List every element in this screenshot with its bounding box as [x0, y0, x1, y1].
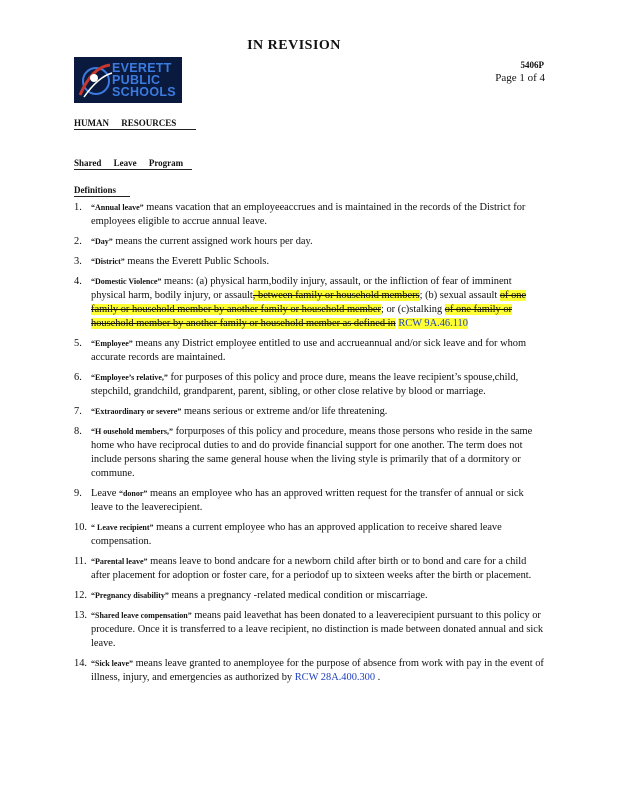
definition-text: means: (a) physical harm,bodily injury, assault, or the infliction of fear of imminent physical harm, bodily injury, or assault [91, 276, 512, 301]
definition-text: means a pregnancy -related medical condition or miscarriage. [168, 590, 428, 601]
defined-term: “Domestic Violence” [91, 277, 162, 286]
rcw-link[interactable]: RCW 9A.46.110 [398, 318, 468, 329]
item-number: 3. [74, 256, 82, 267]
definition-text: means serious or extreme and/or life threatening. [181, 406, 388, 417]
rcw-link[interactable]: RCW 28A.400.300 [294, 672, 376, 683]
deleted-text: of one family or household member by another family or household member [91, 290, 527, 315]
item-number: 8. [74, 426, 82, 437]
defined-term: “Pregnancy disability” [91, 591, 169, 600]
definition-text: means leave granted to anemployee for the purpose of absence from work with pay in the event of illness, injury, and emergencies as authorized by [91, 658, 544, 683]
revision-title: IN REVISION [247, 38, 341, 53]
item-number: 13. [74, 610, 87, 621]
item-number: 9. [74, 488, 82, 499]
logo-line-3: SCHOOLS [112, 85, 176, 99]
item-number: 11. [74, 556, 87, 567]
definition-text: means the current assigned work hours per day. [112, 236, 313, 247]
definition-text: ; (b) sexual assault [419, 290, 500, 301]
program-heading: Shared Leave Program [74, 158, 192, 170]
definition-text: means an employee who has an approved written request for the transfer of annual or sick leave to the leaverecipient. [91, 488, 524, 513]
defined-term: “Extraordinary or severe” [91, 407, 182, 416]
definition-item [74, 487, 544, 515]
logo-line-1: EVERETT [112, 61, 172, 75]
term-prefix: Leave [91, 488, 119, 499]
item-number: 4. [74, 276, 82, 287]
definition-item [74, 521, 544, 549]
definition-item [74, 589, 544, 603]
definition-item [74, 235, 544, 249]
item-number: 12. [74, 590, 87, 601]
definition-item [74, 609, 544, 651]
definition-item [74, 405, 544, 419]
item-number: 5. [74, 338, 82, 349]
definition-text: means paid leavethat has been donated to a leaverecipient pursuant to this policy or procedure. Once it is transferred to a leave recipient, no distinction is made between donated annual and sick leave. [91, 610, 544, 649]
page-number: Page 1 of 4 [495, 72, 545, 84]
defined-term: “Day” [91, 237, 113, 246]
definition-text: means vacation that an employeeaccrues and is maintained in the records of the District for employees eligible to accrue annual leave. [91, 202, 526, 227]
deleted-text: , between family or household members [252, 290, 420, 301]
definition-item [74, 275, 544, 331]
definition-item [74, 425, 544, 481]
everett-public-schools-logo [74, 57, 182, 103]
item-number: 2. [74, 236, 82, 247]
definition-item [74, 255, 544, 269]
definition-text: forpurposes of this policy and procedure, means those persons who reside in the same home who have reciprocal duties to and do provide financial support for one another. The term does not include persons sharing the same general house when the living style is primarily that of a dormitory or commune. [91, 426, 533, 479]
definitions-list [74, 201, 544, 691]
defined-term: “Sick leave” [91, 659, 133, 668]
defined-term: “Employee’s relative,” [91, 373, 168, 382]
logo-line-2: PUBLIC [112, 73, 161, 87]
definition-text: means the Everett Public Schools. [124, 256, 270, 267]
definition-text: for purposes of this policy and proce dure, means the leave recipient’s spouse,child, stepchild, grandchild, grandparent, parent, sibling, or other close relative by blood or marriage. [91, 372, 519, 397]
definition-text: means a current employee who has an approved application to receive shared leave compensation. [91, 522, 502, 547]
defined-term: “Employee” [91, 339, 133, 348]
definition-item [74, 337, 544, 365]
deleted-text: of one family or household member by another family or household member as defined in [91, 304, 513, 329]
defined-term: “ Leave recipient” [91, 523, 154, 532]
item-number: 7. [74, 406, 82, 417]
item-number: 1. [74, 202, 82, 213]
defined-term: “Shared leave compensation” [91, 611, 192, 620]
definition-text: . [375, 672, 381, 683]
definition-text: means leave to bond andcare for a newborn child after birth or to bond and care for a child after placement for adoption or foster care, for a periodof up to sixteen weeks after the birth or placement. [91, 556, 532, 581]
definition-item [74, 555, 544, 583]
item-number: 6. [74, 372, 82, 383]
defined-term: “donor” [118, 489, 148, 498]
definitions-heading: Definitions [74, 185, 130, 197]
department-heading: HUMAN RESOURCES [74, 118, 196, 130]
definition-text: ; or (c)stalking [381, 304, 445, 315]
defined-term: “H ousehold members,” [91, 427, 173, 436]
definition-item [74, 371, 544, 399]
definition-item [74, 201, 544, 229]
definition-item [74, 657, 544, 685]
definition-text: means any District employee entitled to use and accrueannual and/or sick leave and for whom accurate records are maintained. [91, 338, 527, 363]
defined-term: “Parental leave” [91, 557, 148, 566]
defined-term: “Annual leave” [91, 203, 144, 212]
policy-number: 5406P [520, 60, 544, 70]
defined-term: “District” [91, 257, 125, 266]
item-number: 10. [74, 522, 87, 533]
item-number: 14. [74, 658, 87, 669]
